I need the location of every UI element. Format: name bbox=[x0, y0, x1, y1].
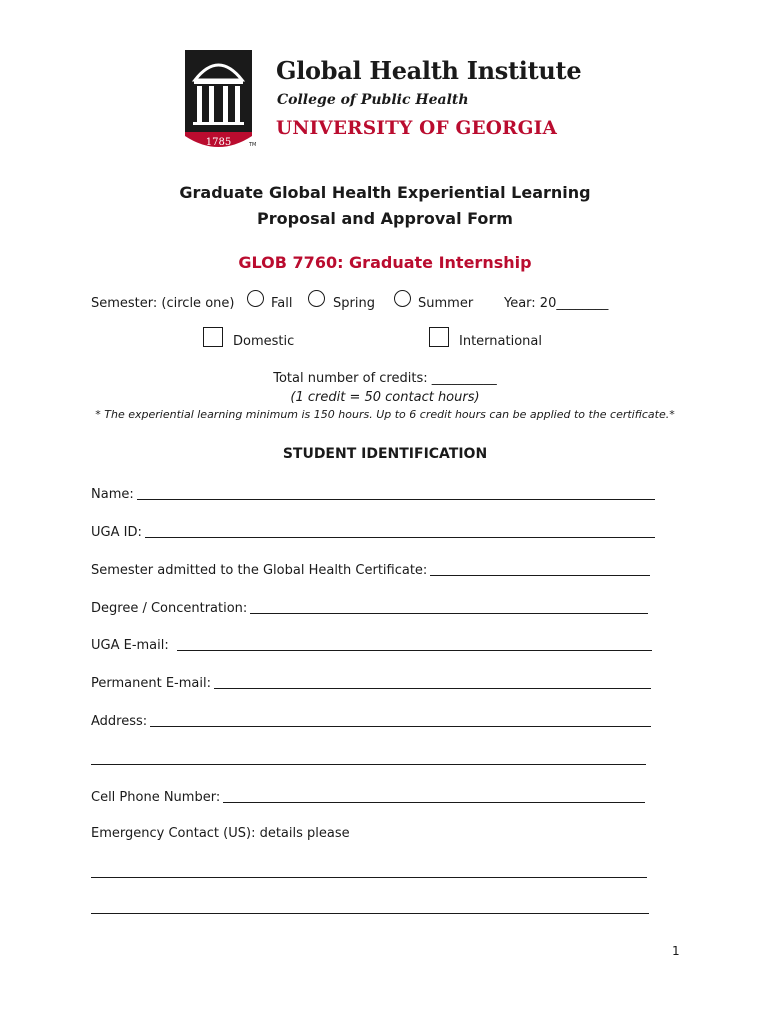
institute-name: Global Health Institute bbox=[276, 56, 582, 85]
address-line-2[interactable] bbox=[91, 764, 646, 765]
uga-id-label: UGA ID: bbox=[91, 525, 142, 540]
address-line[interactable] bbox=[150, 726, 651, 727]
credits-note: (1 credit = 50 contact hours) bbox=[290, 390, 480, 405]
page-number: 1 bbox=[672, 944, 680, 958]
uga-email-label: UGA E-mail: bbox=[91, 638, 169, 653]
form-title-line1: Graduate Global Health Experiential Learning bbox=[179, 183, 591, 202]
name-line[interactable] bbox=[137, 499, 655, 500]
international-label: International bbox=[459, 334, 542, 349]
semester-admitted-label: Semester admitted to the Global Health Certificate: bbox=[91, 563, 428, 578]
svg-text:1785: 1785 bbox=[205, 137, 232, 148]
name-label: Name: bbox=[91, 487, 134, 502]
trademark-mark: TM bbox=[249, 142, 257, 148]
summer-radio[interactable] bbox=[394, 290, 411, 307]
domestic-label: Domestic bbox=[233, 334, 295, 349]
fall-radio[interactable] bbox=[247, 290, 264, 307]
cell-phone-label: Cell Phone Number: bbox=[91, 790, 221, 805]
fall-label: Fall bbox=[271, 296, 293, 311]
degree-label: Degree / Concentration: bbox=[91, 601, 248, 616]
semester-label: Semester: (circle one) bbox=[91, 296, 235, 311]
international-checkbox[interactable] bbox=[429, 327, 449, 347]
uga-id-field[interactable] bbox=[91, 524, 655, 540]
emergency-line-1[interactable] bbox=[91, 877, 647, 878]
emergency-contact-label: Emergency Contact (US): details please bbox=[91, 826, 350, 841]
semester-admitted-line[interactable] bbox=[430, 575, 650, 576]
permanent-email-line[interactable] bbox=[214, 688, 651, 689]
degree-line[interactable] bbox=[250, 613, 648, 614]
uga-email-field[interactable] bbox=[91, 637, 652, 653]
address-label: Address: bbox=[91, 714, 148, 729]
cell-phone-field[interactable] bbox=[91, 789, 645, 805]
credits-field[interactable]: Total number of credits: __________ bbox=[273, 371, 497, 386]
uga-id-line[interactable] bbox=[145, 537, 655, 538]
permanent-email-label: Permanent E-mail: bbox=[91, 676, 211, 691]
uga-arch-logo bbox=[185, 50, 252, 152]
college-name: College of Public Health bbox=[277, 92, 469, 108]
emergency-line-2[interactable] bbox=[91, 913, 649, 914]
domestic-checkbox[interactable] bbox=[203, 327, 223, 347]
degree-field[interactable] bbox=[91, 600, 648, 616]
spring-radio[interactable] bbox=[308, 290, 325, 307]
semester-admitted-field[interactable] bbox=[91, 562, 650, 578]
university-name: UNIVERSITY OF GEORGIA bbox=[276, 118, 558, 139]
course-title: GLOB 7760: Graduate Internship bbox=[238, 253, 532, 272]
year-field[interactable]: Year: 20________ bbox=[504, 296, 609, 311]
form-title-line2: Proposal and Approval Form bbox=[257, 209, 513, 228]
uga-email-line[interactable] bbox=[177, 650, 652, 651]
spring-label: Spring bbox=[333, 296, 375, 311]
address-field[interactable] bbox=[91, 713, 651, 729]
summer-label: Summer bbox=[418, 296, 474, 311]
name-field[interactable] bbox=[91, 486, 655, 502]
experiential-minimum-note: * The experiential learning minimum is 150 hours. Up to 6 credit hours can be applied to the certificate.* bbox=[95, 408, 675, 421]
permanent-email-field[interactable] bbox=[91, 675, 651, 691]
cell-phone-line[interactable] bbox=[223, 802, 645, 803]
section-heading: STUDENT IDENTIFICATION bbox=[282, 446, 488, 462]
